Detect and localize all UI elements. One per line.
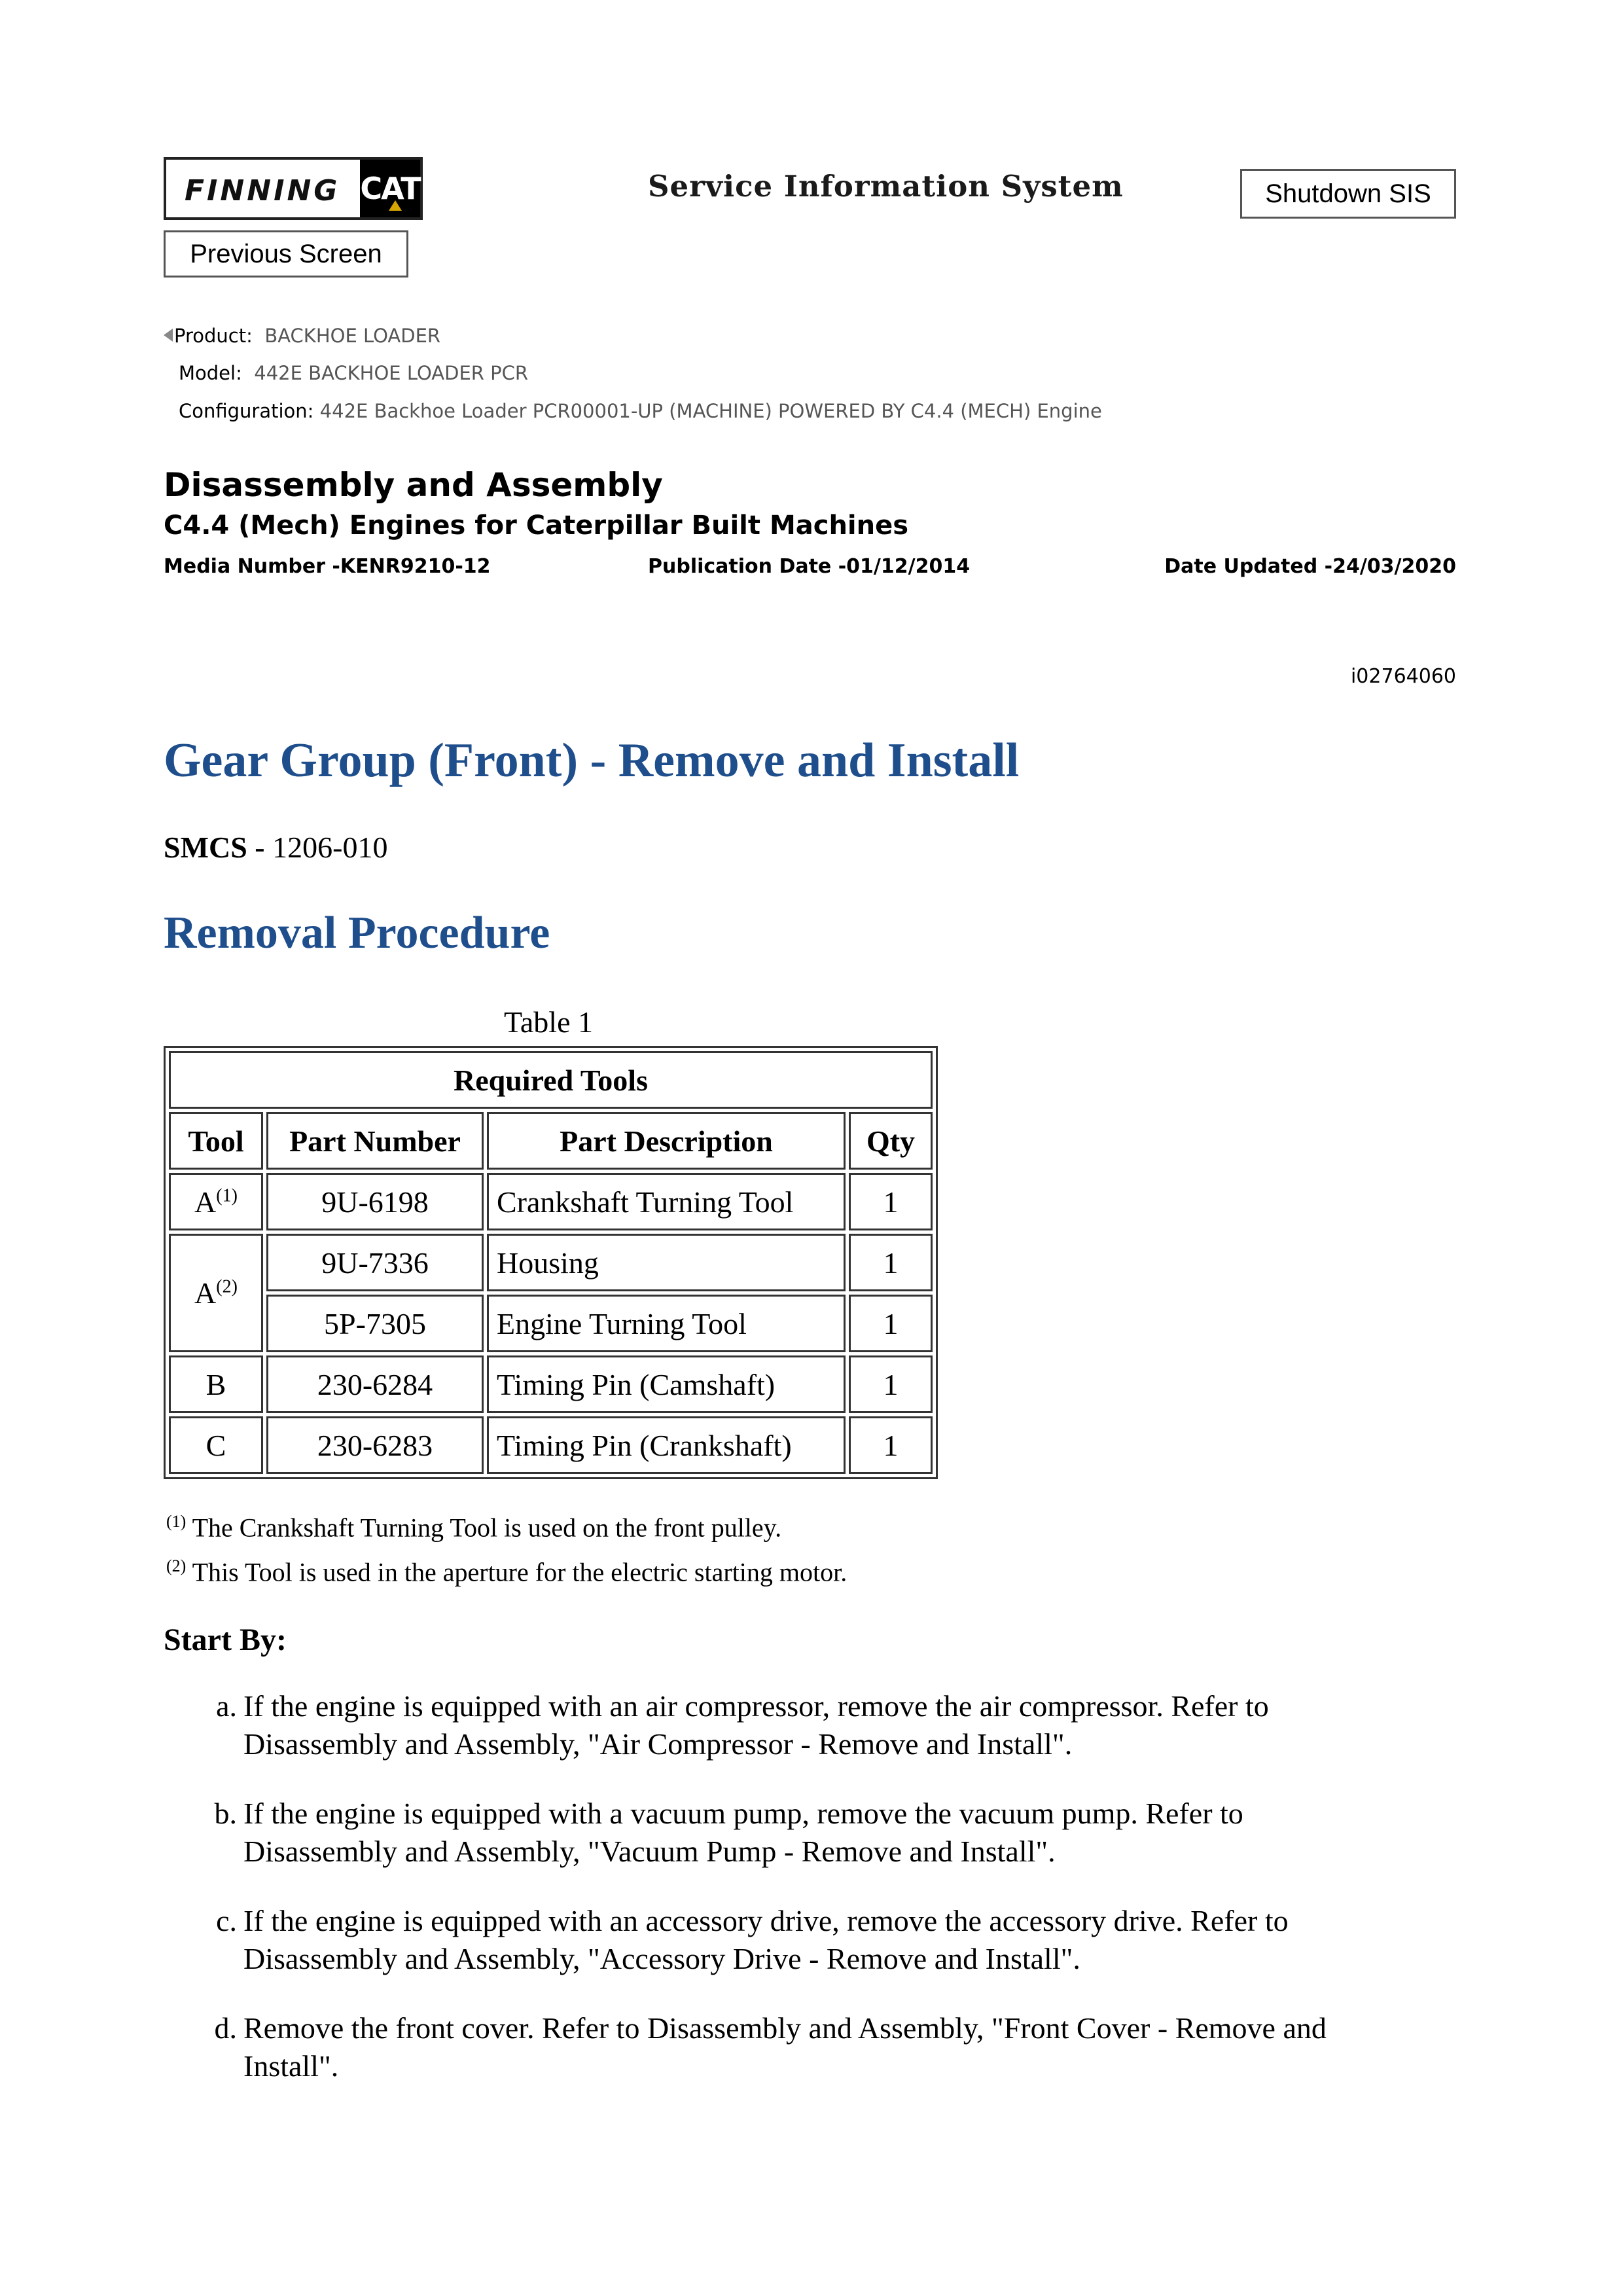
finning-cat-logo — [164, 157, 423, 220]
part-description-cell: Timing Pin (Camshaft) — [487, 1355, 846, 1413]
column-header-part-description: Part Description — [487, 1112, 846, 1170]
smcs-code — [164, 830, 387, 865]
tool-cell: B — [169, 1355, 263, 1413]
column-header-tool: Tool — [169, 1112, 263, 1170]
table-row — [169, 1295, 933, 1352]
footnote-text: The Crankshaft Turning Tool is used on the front pulley. — [192, 1513, 782, 1543]
footnote-mark: (1) — [166, 1512, 187, 1531]
procedure-title: Removal Procedure — [164, 908, 550, 958]
configuration-value: 442E Backhoe Loader PCR00001-UP (MACHINE) POWERED BY C4.4 (MECH) Engine — [319, 400, 1102, 422]
model-row — [179, 362, 528, 384]
model-label: Model: — [179, 362, 242, 384]
footnote-ref: (1) — [216, 1185, 238, 1206]
finning-logo-text: FINNING — [185, 174, 340, 207]
qty-cell: 1 — [849, 1234, 933, 1291]
table-row — [169, 1416, 933, 1474]
tool-cell: $A^{(1)}$ — [169, 1173, 263, 1230]
step-marker: a. — [216, 1689, 237, 1723]
footnote-mark: (2) — [166, 1556, 187, 1575]
media-number: Media Number -KENR9210-12 — [164, 555, 491, 578]
publication-date: Publication Date -01/12/2014 — [648, 555, 971, 578]
step-text: If the engine is equipped with an accessory drive, remove the accessory drive. Refer to Disassembly and Assembly, "Accessory Drive - Remove and Install". — [243, 1904, 1289, 1975]
tool-cell: C — [169, 1416, 263, 1474]
step-marker: d. — [214, 2011, 237, 2045]
previous-screen-button[interactable]: Previous Screen — [164, 230, 408, 278]
part-number-cell: 230-6284 — [266, 1355, 484, 1413]
table-row — [169, 1355, 933, 1413]
part-number-cell: 230-6283 — [266, 1416, 484, 1474]
part-description-cell: Crankshaft Turning Tool — [487, 1173, 846, 1230]
step-text: Remove the front cover. Refer to Disassembly and Assembly, "Front Cover - Remove and Install". — [243, 2011, 1327, 2083]
part-number-cell: 9U-7336 — [266, 1234, 484, 1291]
step-text: If the engine is equipped with an air compressor, remove the air compressor. Refer to Disassembly and Assembly, "Air Compressor - Remove and Install". — [243, 1689, 1269, 1761]
configuration-label: Configuration: — [179, 400, 314, 422]
part-description-cell: Timing Pin (Crankshaft) — [487, 1416, 846, 1474]
shutdown-sis-button[interactable]: Shutdown SIS — [1240, 169, 1456, 219]
step-marker: b. — [214, 1797, 237, 1830]
table-title: Required Tools — [169, 1051, 933, 1109]
start-by-heading: Start By: — [164, 1623, 287, 1657]
back-arrow-icon[interactable] — [164, 329, 173, 342]
qty-cell: 1 — [849, 1416, 933, 1474]
system-title: Service Information System — [648, 169, 1124, 204]
configuration-row — [179, 400, 1102, 422]
tool-cell: $A^{(2)}$ — [169, 1234, 263, 1352]
document-id: i02764060 — [1350, 665, 1456, 688]
table-footnote — [166, 1556, 847, 1587]
step-marker: c. — [216, 1904, 237, 1937]
date-updated: Date Updated -24/03/2020 — [1164, 555, 1456, 578]
page-title: Gear Group (Front) - Remove and Install — [164, 734, 1020, 787]
manual-subtitle: C4.4 (Mech) Engines for Caterpillar Built Machines — [164, 511, 909, 541]
column-header-qty: Qty — [849, 1112, 933, 1170]
column-header-part-number: Part Number — [266, 1112, 484, 1170]
part-description-cell: Engine Turning Tool — [487, 1295, 846, 1352]
footnote-ref: (2) — [216, 1276, 238, 1297]
product-value: BACKHOE LOADER — [264, 325, 441, 347]
part-number-cell: 5P-7305 — [266, 1295, 484, 1352]
cat-logo: CAT — [360, 160, 420, 217]
required-tools-table — [164, 1046, 938, 1479]
table-row — [169, 1173, 933, 1230]
smcs-value: 1206-010 — [272, 831, 388, 864]
table-footnote — [166, 1512, 781, 1543]
footnote-text: This Tool is used in the aperture for the electric starting motor. — [192, 1557, 847, 1587]
part-number-cell: 9U-6198 — [266, 1173, 484, 1230]
table-row — [169, 1234, 933, 1291]
qty-cell: 1 — [849, 1173, 933, 1230]
section-heading: Disassembly and Assembly — [164, 466, 663, 504]
product-row — [164, 325, 440, 347]
table-caption: Table 1 — [504, 1005, 594, 1039]
product-label: Product: — [174, 325, 253, 347]
part-description-cell: Housing — [487, 1234, 846, 1291]
qty-cell: 1 — [849, 1355, 933, 1413]
step-text: If the engine is equipped with a vacuum pump, remove the vacuum pump. Refer to Disassembly and Assembly, "Vacuum Pump - Remove and Install". — [243, 1797, 1243, 1868]
model-value: 442E BACKHOE LOADER PCR — [254, 362, 529, 384]
qty-cell: 1 — [849, 1295, 933, 1352]
smcs-label: SMCS - — [164, 831, 265, 864]
